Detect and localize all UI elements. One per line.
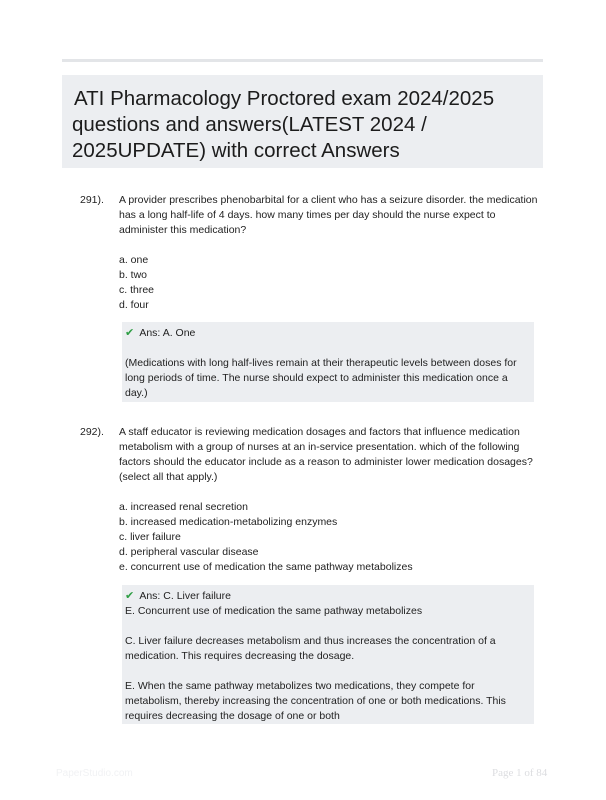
question-body [119,425,539,575]
option-e: e. concurrent use of medication the same pathway metabolizes [119,561,413,573]
question-text: A staff educator is reviewing medication dosages and factors that influence medication metabolism with a group of nurses at an in-service presentation. which of the following factors should the educator include as a reason to administer lower medication dosages? (select all that apply.) [119,426,533,483]
answer-secondary: E. Concurrent use of medication the same pathway metabolizes [125,605,423,617]
question-number: 291). [80,194,104,206]
option-c: c. liver failure [119,531,181,543]
answer-box-291 [122,322,534,402]
page-number: Page 1 of 84 [492,767,548,779]
answer-line [125,588,530,604]
question-body [119,193,539,313]
option-d: d. four [119,299,149,311]
answer-text: Ans: C. Liver failure [139,590,231,602]
answer-explanation-c: C. Liver failure decreases metabolism and thus increases the concentration of a medication. This requires decreasing the dosage. [125,635,496,662]
answer-line [125,325,530,341]
option-list [119,500,539,575]
answer-box-292 [122,585,534,724]
page-title: ATI Pharmacology Proctored exam 2024/2025 questions and answers(LATEST 2024 / 2025UPDATE) with correct Answers [72,87,495,162]
option-list [119,253,539,313]
title-banner [62,75,543,168]
option-b: b. increased medication-metabolizing enzymes [119,516,338,528]
answer-explanation: (Medications with long half-lives remain at their therapeutic levels between doses for long periods of time. The nurse should expect to administer this medication once a day.) [125,357,517,399]
question-text: A provider prescribes phenobarbital for a client who has a seizure disorder. the medication has a long half-life of 4 days. how many times per day should the nurse expect to administer this medication? [119,194,538,236]
check-icon: ✔ [125,589,135,602]
option-a: a. increased renal secretion [119,501,248,513]
footer-watermark: PaperStudio.com [56,768,133,779]
question-number: 292). [80,426,104,438]
answer-explanation-e: E. When the same pathway metabolizes two medications, they compete for metabolism, thereby increasing the concentration of one or both medications. This requires decreasing the dosage of one or both [125,680,506,722]
option-d: d. peripheral vascular disease [119,546,259,558]
option-b: b. two [119,269,148,281]
top-divider [62,59,543,62]
option-c: c. three [119,284,155,296]
answer-text: Ans: A. One [139,327,196,339]
option-a: a. one [119,254,149,266]
check-icon: ✔ [125,326,135,339]
